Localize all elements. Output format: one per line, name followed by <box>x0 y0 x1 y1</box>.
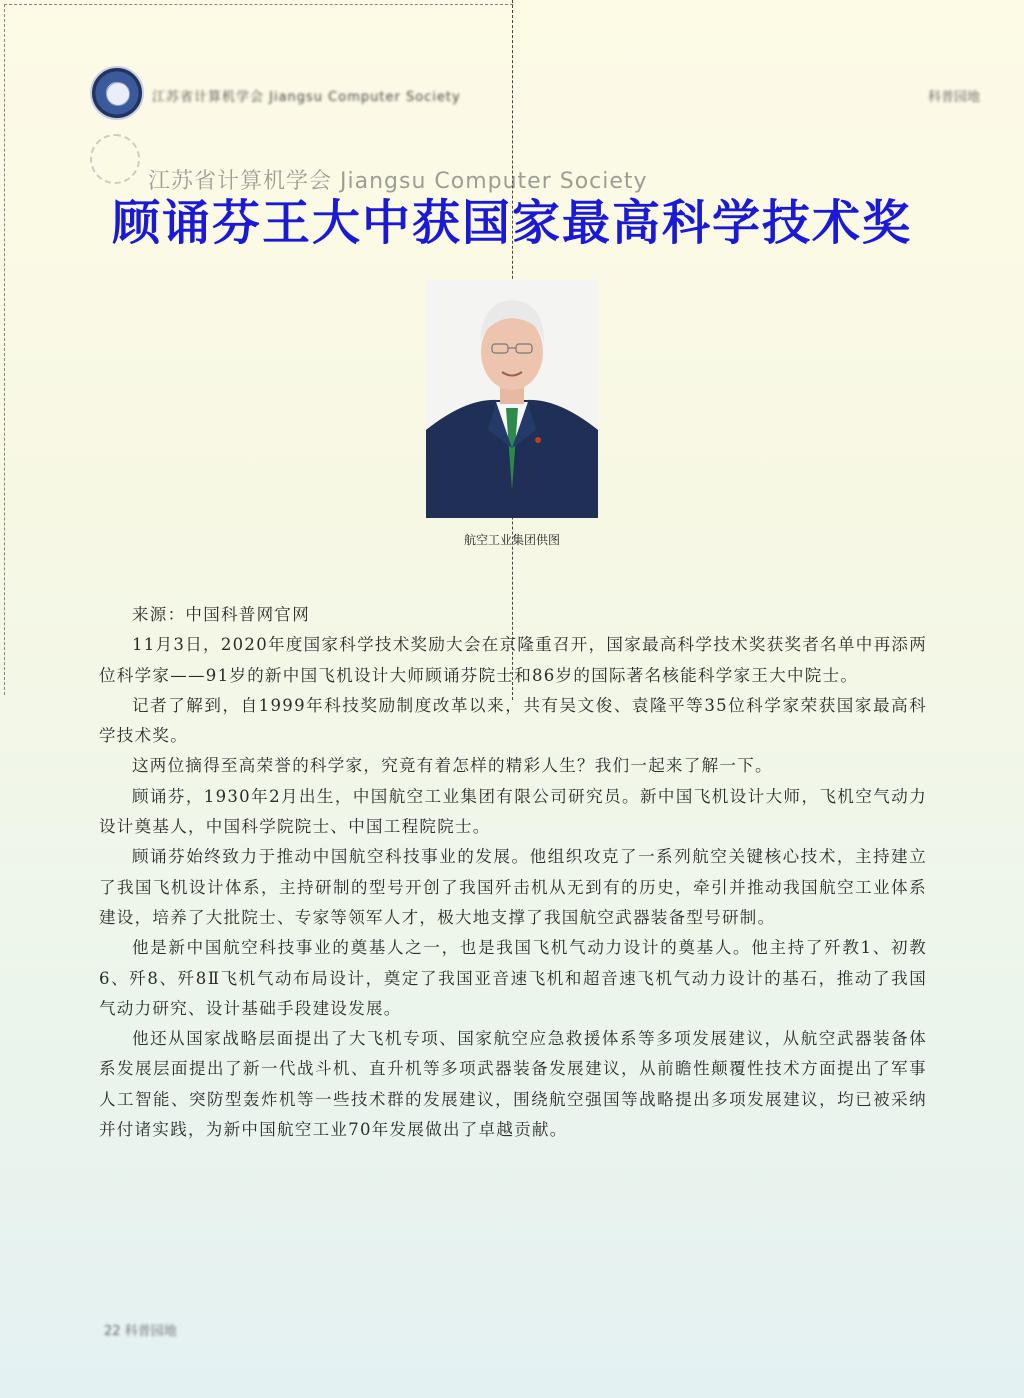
page-header <box>90 64 980 124</box>
page-footer <box>104 1320 177 1339</box>
portrait-illustration <box>426 280 598 518</box>
section-label: 科普园地 <box>927 90 980 105</box>
portrait-photo <box>426 280 598 518</box>
page-title: 顾诵芬王大中获国家最高科学技术奖 <box>111 195 912 251</box>
article-source: 来源：中国科普网官网 <box>132 605 310 624</box>
article-paragraph: 他还从国家战略层面提出了大飞机专项、国家航空应急救援体系等多项发展建议，从航空武器装备体系发展层面提出了新一代战斗机、直升机等多项武器装备发展建议，从前瞻性颠覆性技术方面提出了军事人工智能、突防型轰炸机等一些技术群的发展建议，围绕航空强国等战略提出多项发展建议，均已被采纳并付诸实践，为新中国航空工业70年发展做出了卓越贡献。 <box>99 1029 927 1140</box>
watermark-seal-icon <box>90 134 140 184</box>
logo-emblem <box>106 82 130 106</box>
society-logo-icon <box>90 66 144 120</box>
journal-name: 江苏省计算机学会 Jiangsu Computer Society <box>152 90 461 105</box>
article-paragraph: 这两位摘得至高荣誉的科学家，究竟有着怎样的精彩人生？我们一起来了解一下。 <box>132 756 773 776</box>
article-paragraph: 顾诵芬，1930年2月出生，中国航空工业集团有限公司研究员。新中国飞机设计大师，飞机空气动力设计奠基人，中国科学院院士、中国工程院院士。 <box>99 786 927 837</box>
watermark-text: 江苏省计算机学会 Jiangsu Computer Society <box>148 169 648 194</box>
page-number: 22 <box>104 1324 121 1339</box>
article-body <box>99 600 927 1145</box>
photo-caption: 航空工业集团供图 <box>463 533 560 547</box>
article-paragraph: 他是新中国航空科技事业的奠基人之一，也是我国飞机气动力设计的奠基人。他主持了歼教1、初教6、歼8、歼8Ⅱ飞机气动布局设计，奠定了我国亚音速飞机和超音速飞机气动力设计的基石，推动了我国气动力研究、设计基础手段建设发展。 <box>99 938 927 1018</box>
article-paragraph: 11月3日，2020年度国家科学技术奖励大会在京隆重召开，国家最高科学技术奖获奖者名单中再添两位科学家——91岁的新中国飞机设计大师顾诵芬院士和86岁的国际著名核能科学家王大中院士。 <box>99 635 927 685</box>
article-paragraph: 顾诵芬始终致力于推动中国航空科技事业的发展。他组织攻克了一系列航空关键核心技术，主持建立了我国飞机设计体系，主持研制的型号开创了我国歼击机从无到有的历史，牵引并推动我国航空工业体系建设，培养了大批院士、专家等领军人才，极大地支撑了我国航空武器装备型号研制。 <box>99 847 927 927</box>
footer-label: 科普园地 <box>124 1324 177 1339</box>
article-paragraph: 记者了解到，自1999年科技奖励制度改革以来，共有吴文俊、袁隆平等35位科学家荣获国家最高科学技术奖。 <box>99 695 927 746</box>
